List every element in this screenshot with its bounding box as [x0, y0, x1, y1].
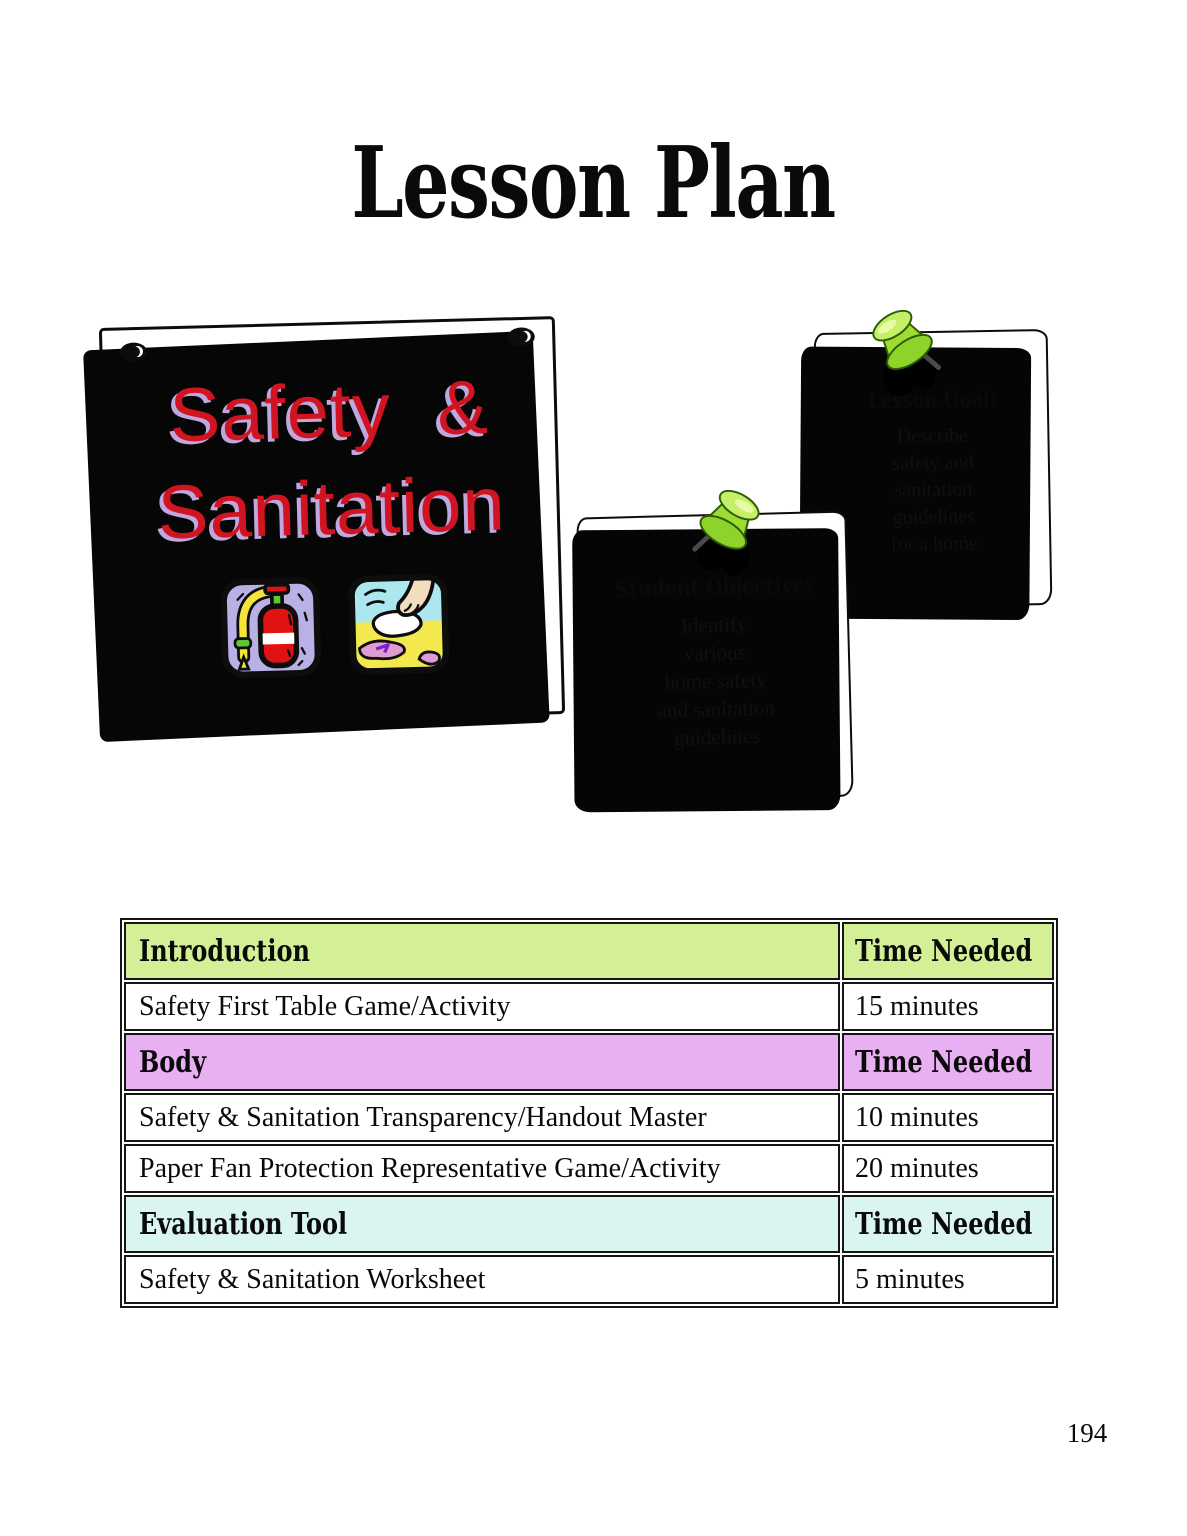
lesson-goal-heading: Lesson Goal: — [867, 385, 997, 415]
time-cell: 15 minutes — [842, 982, 1054, 1031]
table-section-row — [124, 1195, 1054, 1253]
table-row — [124, 1255, 1054, 1304]
time-cell: 20 minutes — [842, 1144, 1054, 1193]
section-cell: Introduction — [124, 922, 840, 980]
table-row — [124, 1093, 1054, 1142]
table-row — [124, 1144, 1054, 1193]
section-cell: Evaluation Tool — [124, 1195, 840, 1253]
activity-cell: Paper Fan Protection Representative Game/Activity — [124, 1144, 840, 1193]
time-cell: 10 minutes — [842, 1093, 1054, 1142]
page-title-text: Lesson Plan — [351, 126, 836, 241]
table-section-row — [124, 1033, 1054, 1091]
pushpin-icon — [849, 300, 969, 400]
card-title-line1: Safety & — [168, 364, 490, 459]
lesson-schedule-table — [120, 918, 1058, 1308]
card-title-line2: Sanitation — [156, 461, 507, 556]
section-cell: Body — [124, 1033, 840, 1091]
lesson-goal-body: Describe safety and sanitation guidelines for a home — [890, 424, 978, 556]
activity-cell: Safety First Table Game/Activity — [124, 982, 840, 1031]
card-artwork — [108, 569, 561, 683]
time-header-cell: Time Needed — [842, 1033, 1054, 1091]
activity-cell: Safety & Sanitation Transparency/Handout Master — [124, 1093, 840, 1142]
page-number: 194 — [1066, 1418, 1108, 1448]
activity-cell: Safety & Sanitation Worksheet — [124, 1255, 840, 1304]
hand-wiping-image — [346, 572, 451, 677]
card-title — [103, 357, 558, 563]
fire-extinguisher-image — [218, 575, 323, 680]
grommet-icon — [118, 340, 149, 365]
time-cell: 5 minutes — [842, 1255, 1054, 1304]
page-title — [0, 126, 1187, 241]
table-section-row — [124, 922, 1054, 980]
student-objective-body: Identify various home safety and sanitation guidelines — [657, 612, 776, 751]
grommet-icon — [506, 325, 537, 350]
lesson-goal-note — [814, 329, 1053, 609]
safety-sanitation-card — [99, 316, 565, 726]
time-header-cell: Time Needed — [842, 922, 1054, 980]
student-objective-note — [576, 511, 853, 804]
time-header-cell: Time Needed — [842, 1195, 1054, 1253]
student-objective-heading: Student Objective: — [614, 571, 812, 604]
table-row — [124, 982, 1054, 1031]
pushpin-icon — [663, 480, 784, 581]
